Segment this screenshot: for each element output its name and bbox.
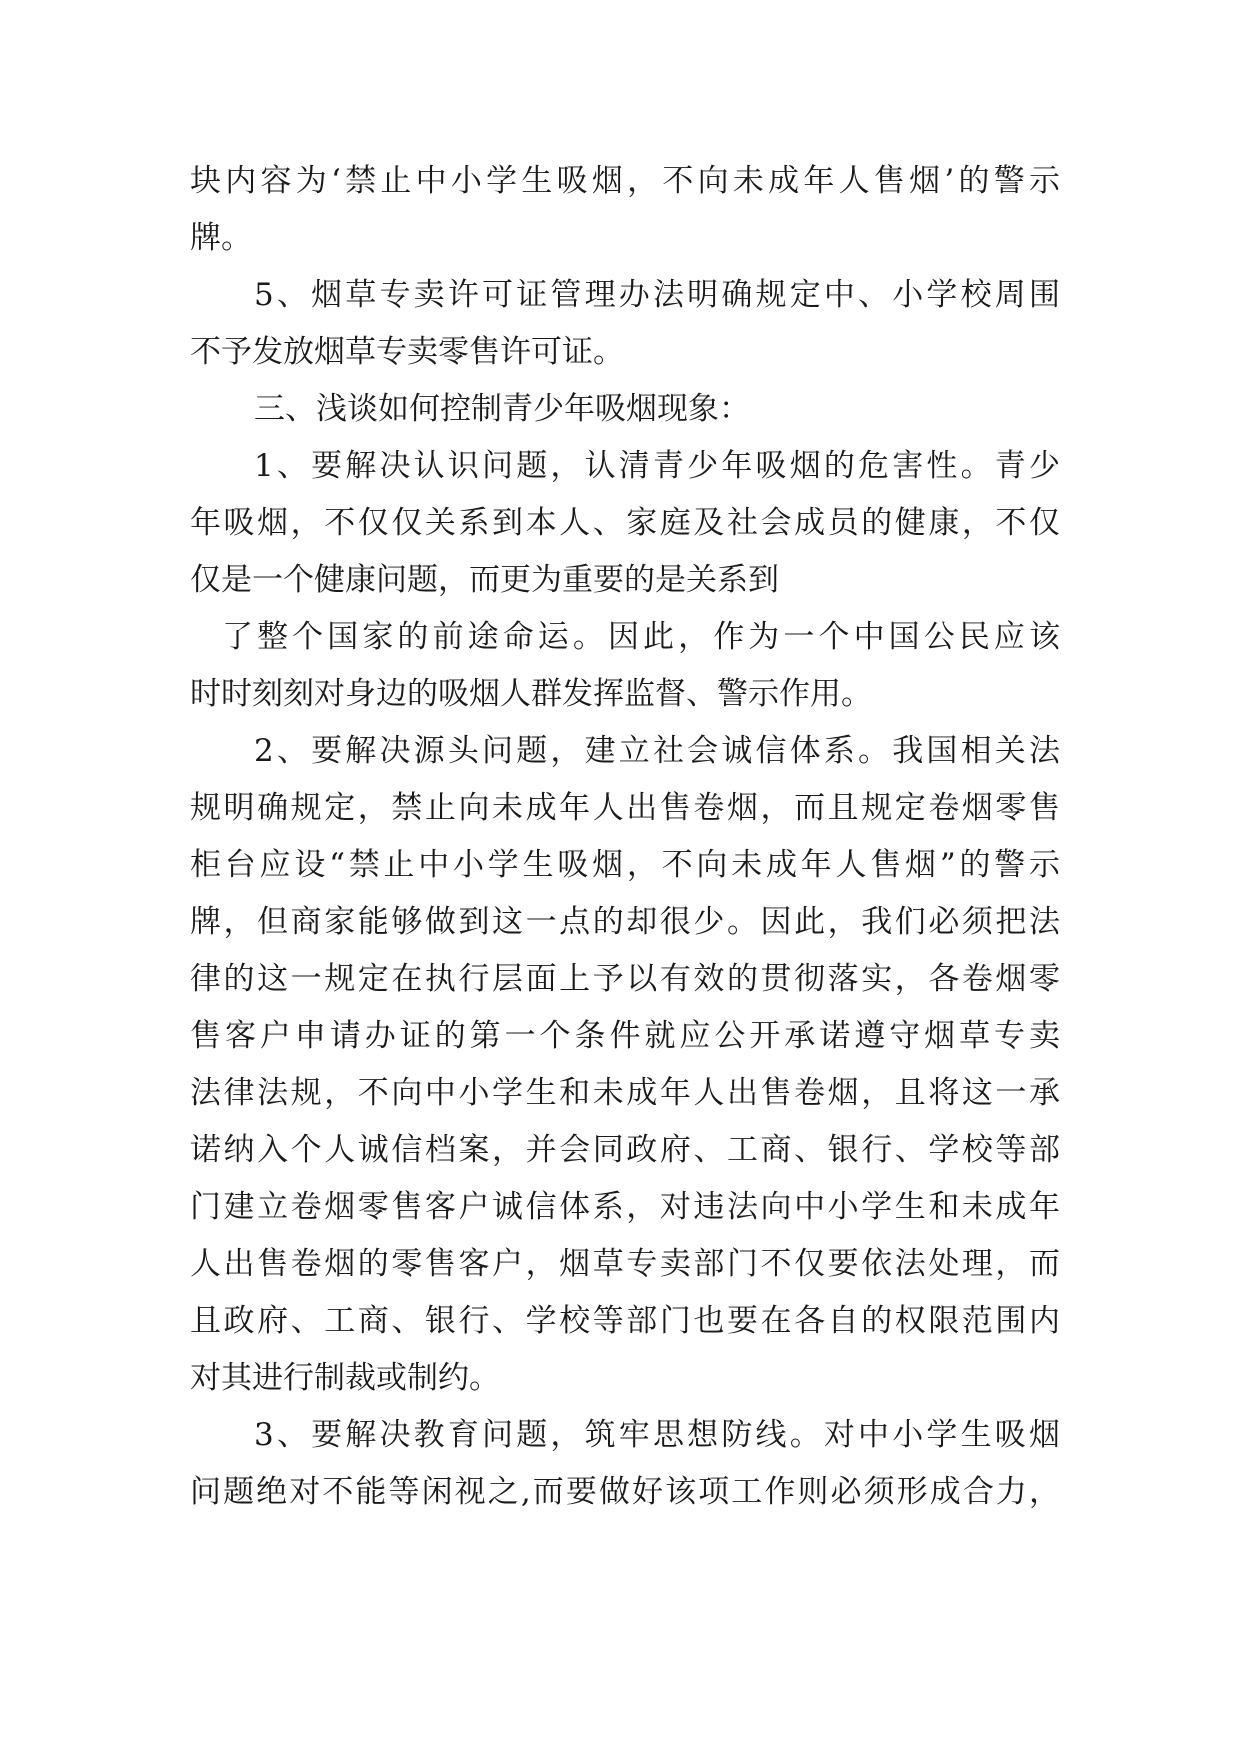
text-line: 时时刻刻对身边的吸烟人群发挥监督、警示作用。 xyxy=(190,676,872,712)
text-line: 年吸烟，不仅仅关系到本人、家庭及社会成员的健康，不仅 xyxy=(190,505,1060,541)
text-line: 不予发放烟草专卖零售许可证。 xyxy=(190,334,624,370)
section-heading: 三、浅谈如何控制青少年吸烟现象： xyxy=(254,391,750,427)
text-line: 5、烟草专卖许可证管理办法明确规定中、小学校周围 xyxy=(254,277,1060,313)
text-line: 了整个国家的前途命运。因此，作为一个中国公民应该 xyxy=(222,619,1060,655)
text-line: 诺纳入个人诚信档案，并会同政府、工商、银行、学校等部 xyxy=(190,1132,1060,1168)
text-line: 3、要解决教育问题，筑牢思想防线。对中小学生吸烟 xyxy=(254,1417,1060,1453)
document-body xyxy=(190,153,1060,1521)
text-line: 问题绝对不能等闲视之,而要做好该项工作则必须形成合力， xyxy=(190,1474,1060,1510)
text-line: 门建立卷烟零售客户诚信体系，对违法向中小学生和未成年 xyxy=(190,1189,1060,1225)
text-line: 且政府、工商、银行、学校等部门也要在各自的权限范围内 xyxy=(190,1303,1060,1339)
text-line: 律的这一规定在执行层面上予以有效的贯彻落实，各卷烟零 xyxy=(190,961,1060,997)
text-line: 法律法规，不向中小学生和未成年人出售卷烟，且将这一承 xyxy=(190,1075,1060,1111)
text-line: 售客户申请办证的第一个条件就应公开承诺遵守烟草专卖 xyxy=(190,1018,1060,1054)
text-line: 2、要解决源头问题，建立社会诚信体系。我国相关法 xyxy=(254,733,1060,769)
text-line: 对其进行制裁或制约。 xyxy=(190,1360,500,1396)
text-line: 人出售卷烟的零售客户，烟草专卖部门不仅要依法处理，而 xyxy=(190,1246,1060,1282)
text-line: 柜台应设“禁止中小学生吸烟，不向未成年人售烟”的警示 xyxy=(190,847,1060,883)
text-line: 牌，但商家能够做到这一点的却很少。因此，我们必须把法 xyxy=(190,904,1060,940)
text-line: 仅是一个健康问题，而更为重要的是关系到 xyxy=(190,562,779,598)
text-line: 1、要解决认识问题，认清青少年吸烟的危害性。青少 xyxy=(254,448,1060,484)
text-line: 块内容为‘禁止中小学生吸烟，不向未成年人售烟’的警示 xyxy=(190,163,1060,199)
text-line: 牌。 xyxy=(190,220,252,256)
text-line: 规明确规定，禁止向未成年人出售卷烟，而且规定卷烟零售 xyxy=(190,790,1060,826)
